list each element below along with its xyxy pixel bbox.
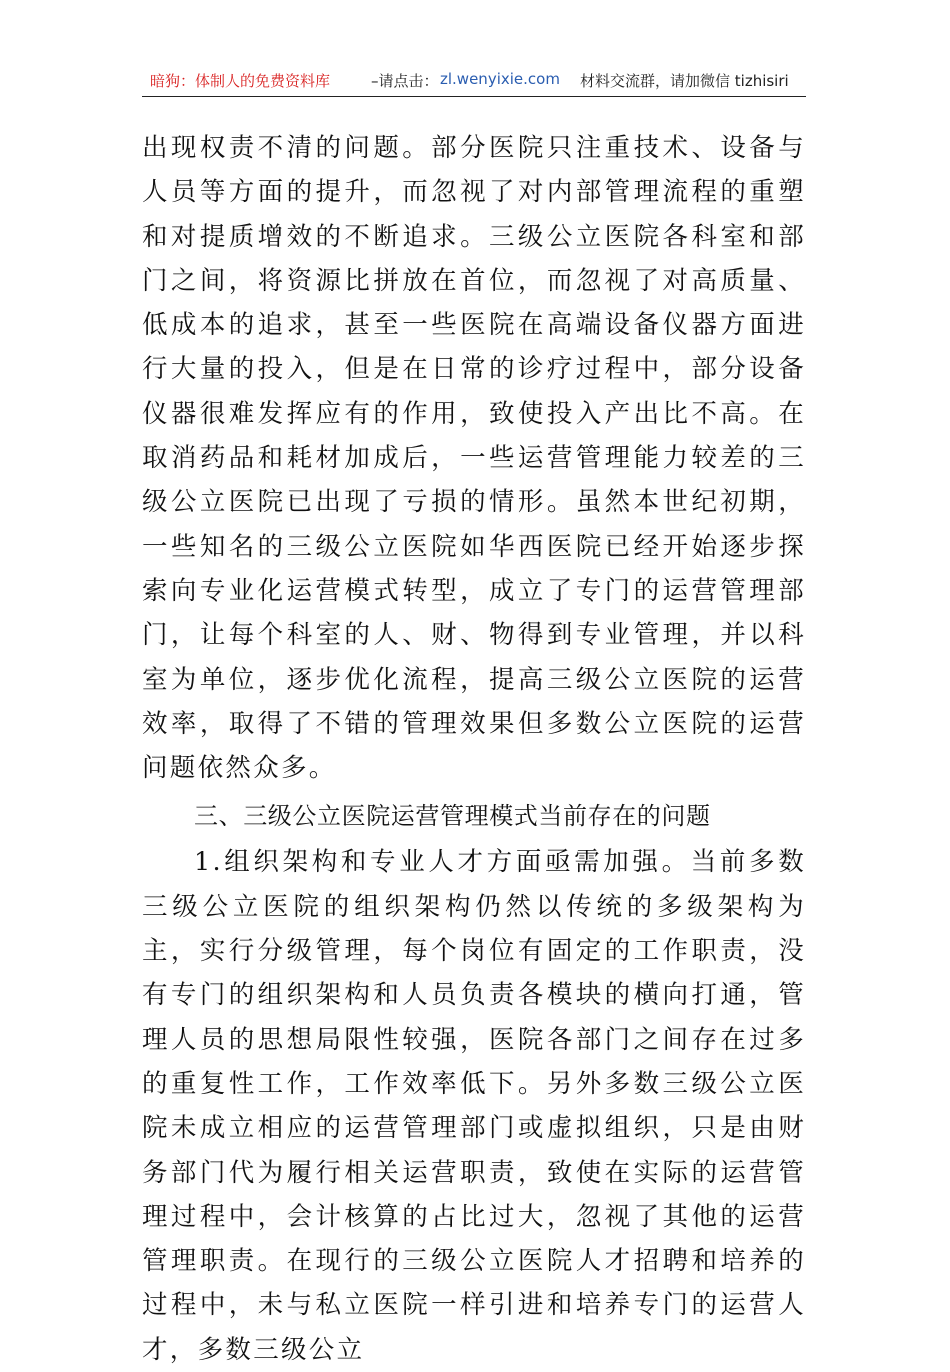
page-header xyxy=(142,62,806,97)
header-brand: 暗狗：体制人的免费资料库 xyxy=(150,72,331,90)
paragraph-organization: 1.组织架构和专业人才方面亟需加强。当前多数三级公立医院的组织架构仍然以传统的多级架构为主，实行分级管理，每个岗位有固定的工作职责，没有专门的组织架构和人员负责各模块的横向打通，管理人员的思想局限性较强，医院各部门之间存在过多的重复性工作，工作效率低下。另外多数三级公立医院未成立相应的运营管理部门或虚拟组织，只是由财务部门代为履行相关运营职责，致使在实际的运营管理过程中，会计核算的占比过大，忽视了其他的运营管理职责。在现行的三级公立医院人才招聘和培养的过程中，未与私立医院一样引进和培养专门的运营人才，多数三级公立 xyxy=(142,847,806,1365)
header-group-note: 材料交流群，请加微信 tizhisiri xyxy=(580,72,789,90)
section-heading: 三、三级公立医院运营管理模式当前存在的问题 xyxy=(194,802,711,831)
paragraph-continued: 出现权责不清的问题。部分医院只注重技术、设备与人员等方面的提升，而忽视了对内部管理流程的重塑和对提质增效的不断追求。三级公立医院各科室和部门之间，将资源比拼放在首位，而忽视了对高质量、低成本的追求，甚至一些医院在高端设备仪器方面进行大量的投入，但是在日常的诊疗过程中，部分设备仪器很难发挥应有的作用，致使投入产出比不高。在取消药品和耗材加成后，一些运营管理能力较差的三级公立医院已出现了亏损的情形。虽然本世纪初期，一些知名的三级公立医院如华西医院已经开始逐步探索向专业化运营模式转型，成立了专门的运营管理部门，让每个科室的人、财、物得到专业管理，并以科室为单位，逐步优化流程，提高三级公立医院的运营效率，取得了不错的管理效果但多数公立医院的运营问题依然众多。 xyxy=(142,133,806,784)
header-click-prompt: –请点击： xyxy=(371,72,439,90)
header-url-link[interactable]: zl.wenyixie.com xyxy=(440,70,560,88)
document-body xyxy=(142,126,806,1372)
